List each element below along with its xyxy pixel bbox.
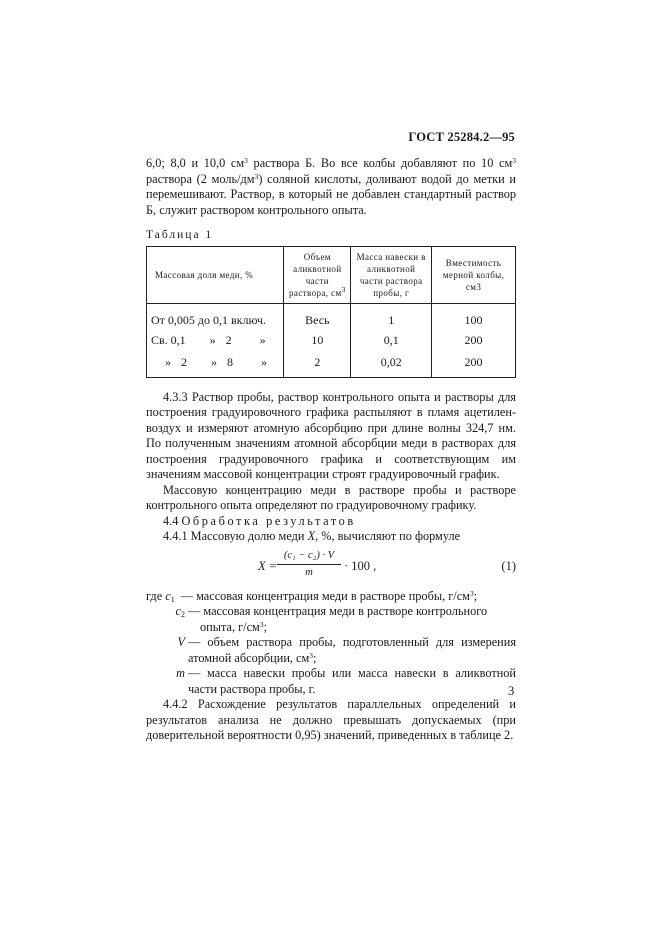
paragraph-4-3-3: 4.3.3 Раствор пробы, раствор контрольного опыта и растворы для построения градуировочного графика распыляют в пламя ацетилен-воздух и измеряют атомную абсорбцию при длине волны 324,7 нм. По полученным значениям атомной абсорбции меди в растворах для построения градуировочного графика и соответствующим им значениям массовой концентрации строят градуировочный график. xyxy=(146,389,516,481)
page-content xyxy=(146,156,516,744)
formula-number: (1) xyxy=(501,558,516,573)
intro-paragraph: 6,0; 8,0 и 10,0 $см^3$ раствора Б. Во все колбы добавляют по 10 $см^3$ раствора (2 моль/$дм^3$) соляной кислоты, доливают водой до метки и перемешивают. Раствор, в который не добавлен стандартный раствор Б, служит раствором контрольного опыта. xyxy=(146,156,516,217)
formula-tail: · 100 , xyxy=(344,558,377,573)
cell-fraction: От 0,005 до 0,1 включ. xyxy=(147,303,284,330)
formula-1 xyxy=(146,547,516,587)
cell-mass: 0,1 xyxy=(351,330,432,352)
table-row xyxy=(147,352,516,378)
paragraph-4-4-1: 4.4.1 Массовую долю меди X, %, вычисляют по формуле xyxy=(163,529,461,543)
cell-volume: 10 xyxy=(284,330,351,352)
formula-lhs: X = xyxy=(258,558,278,573)
cell-flask: 200 xyxy=(432,330,516,352)
definition-m: m — масса навески пробы или масса навески в аликвотной части раствора пробы, г. xyxy=(176,666,516,696)
table-1 xyxy=(146,246,516,378)
cell-mass: 0,02 xyxy=(351,352,432,378)
cell-volume: 2 xyxy=(284,352,351,378)
standard-number: ГОСТ 25284.2—95 xyxy=(408,130,515,144)
table-row xyxy=(147,303,516,330)
table-title: Таблица 1 xyxy=(146,229,214,241)
paragraph-4-4-2: 4.4.2 Расхождение результатов параллельных определений и результатов анализа не должно превышать допускаемых (при доверительной вероятности 0,95) значений, приведенных в таблице 2. xyxy=(146,697,516,742)
header-aliquot-volume: Объем аликвотной части раствора, $см^3$ xyxy=(284,246,351,303)
cell-flask: 100 xyxy=(432,303,516,330)
paragraph-calibration: Массовую концентрацию меди в растворе пробы и растворе контрольного опыта определяют по градуировочному графику. xyxy=(146,482,516,512)
table-row xyxy=(147,330,516,352)
formula-fraction xyxy=(277,548,341,581)
variable-definitions xyxy=(146,589,516,698)
formula-denominator: m xyxy=(305,567,313,578)
definition-v: V — объем раствора пробы, подготовленный для измерения атомной абсорбции, $см^3$; xyxy=(177,635,516,665)
header-flask-volume: Вместимость мерной колбы, см3 xyxy=(432,246,516,303)
definition-c1: где $c_1$ — массовая концентрация меди в растворе пробы, $г/см^3$; xyxy=(146,588,478,604)
formula-numerator: (c₁ − c₂) · V xyxy=(277,548,341,566)
cell-mass: 1 xyxy=(351,303,432,330)
header-sample-mass: Масса навески в аликвотной части раствора пробы, г xyxy=(351,246,432,303)
cell-flask: 200 xyxy=(432,352,516,378)
cell-volume: Весь xyxy=(284,303,351,330)
definition-c2: $c_2$ — массовая концентрация меди в растворе контрольного опыта, $г/см^3$; xyxy=(175,604,488,634)
cell-fraction: » 2 » 8 » xyxy=(147,352,284,378)
section-heading-4-4: 4.4 Обработка результатов xyxy=(163,513,356,528)
header-copper-fraction: Массовая доля меди, % xyxy=(147,246,284,303)
cell-fraction: Св. 0,1 » 2 » xyxy=(147,330,284,352)
page-number: 3 xyxy=(508,684,515,698)
